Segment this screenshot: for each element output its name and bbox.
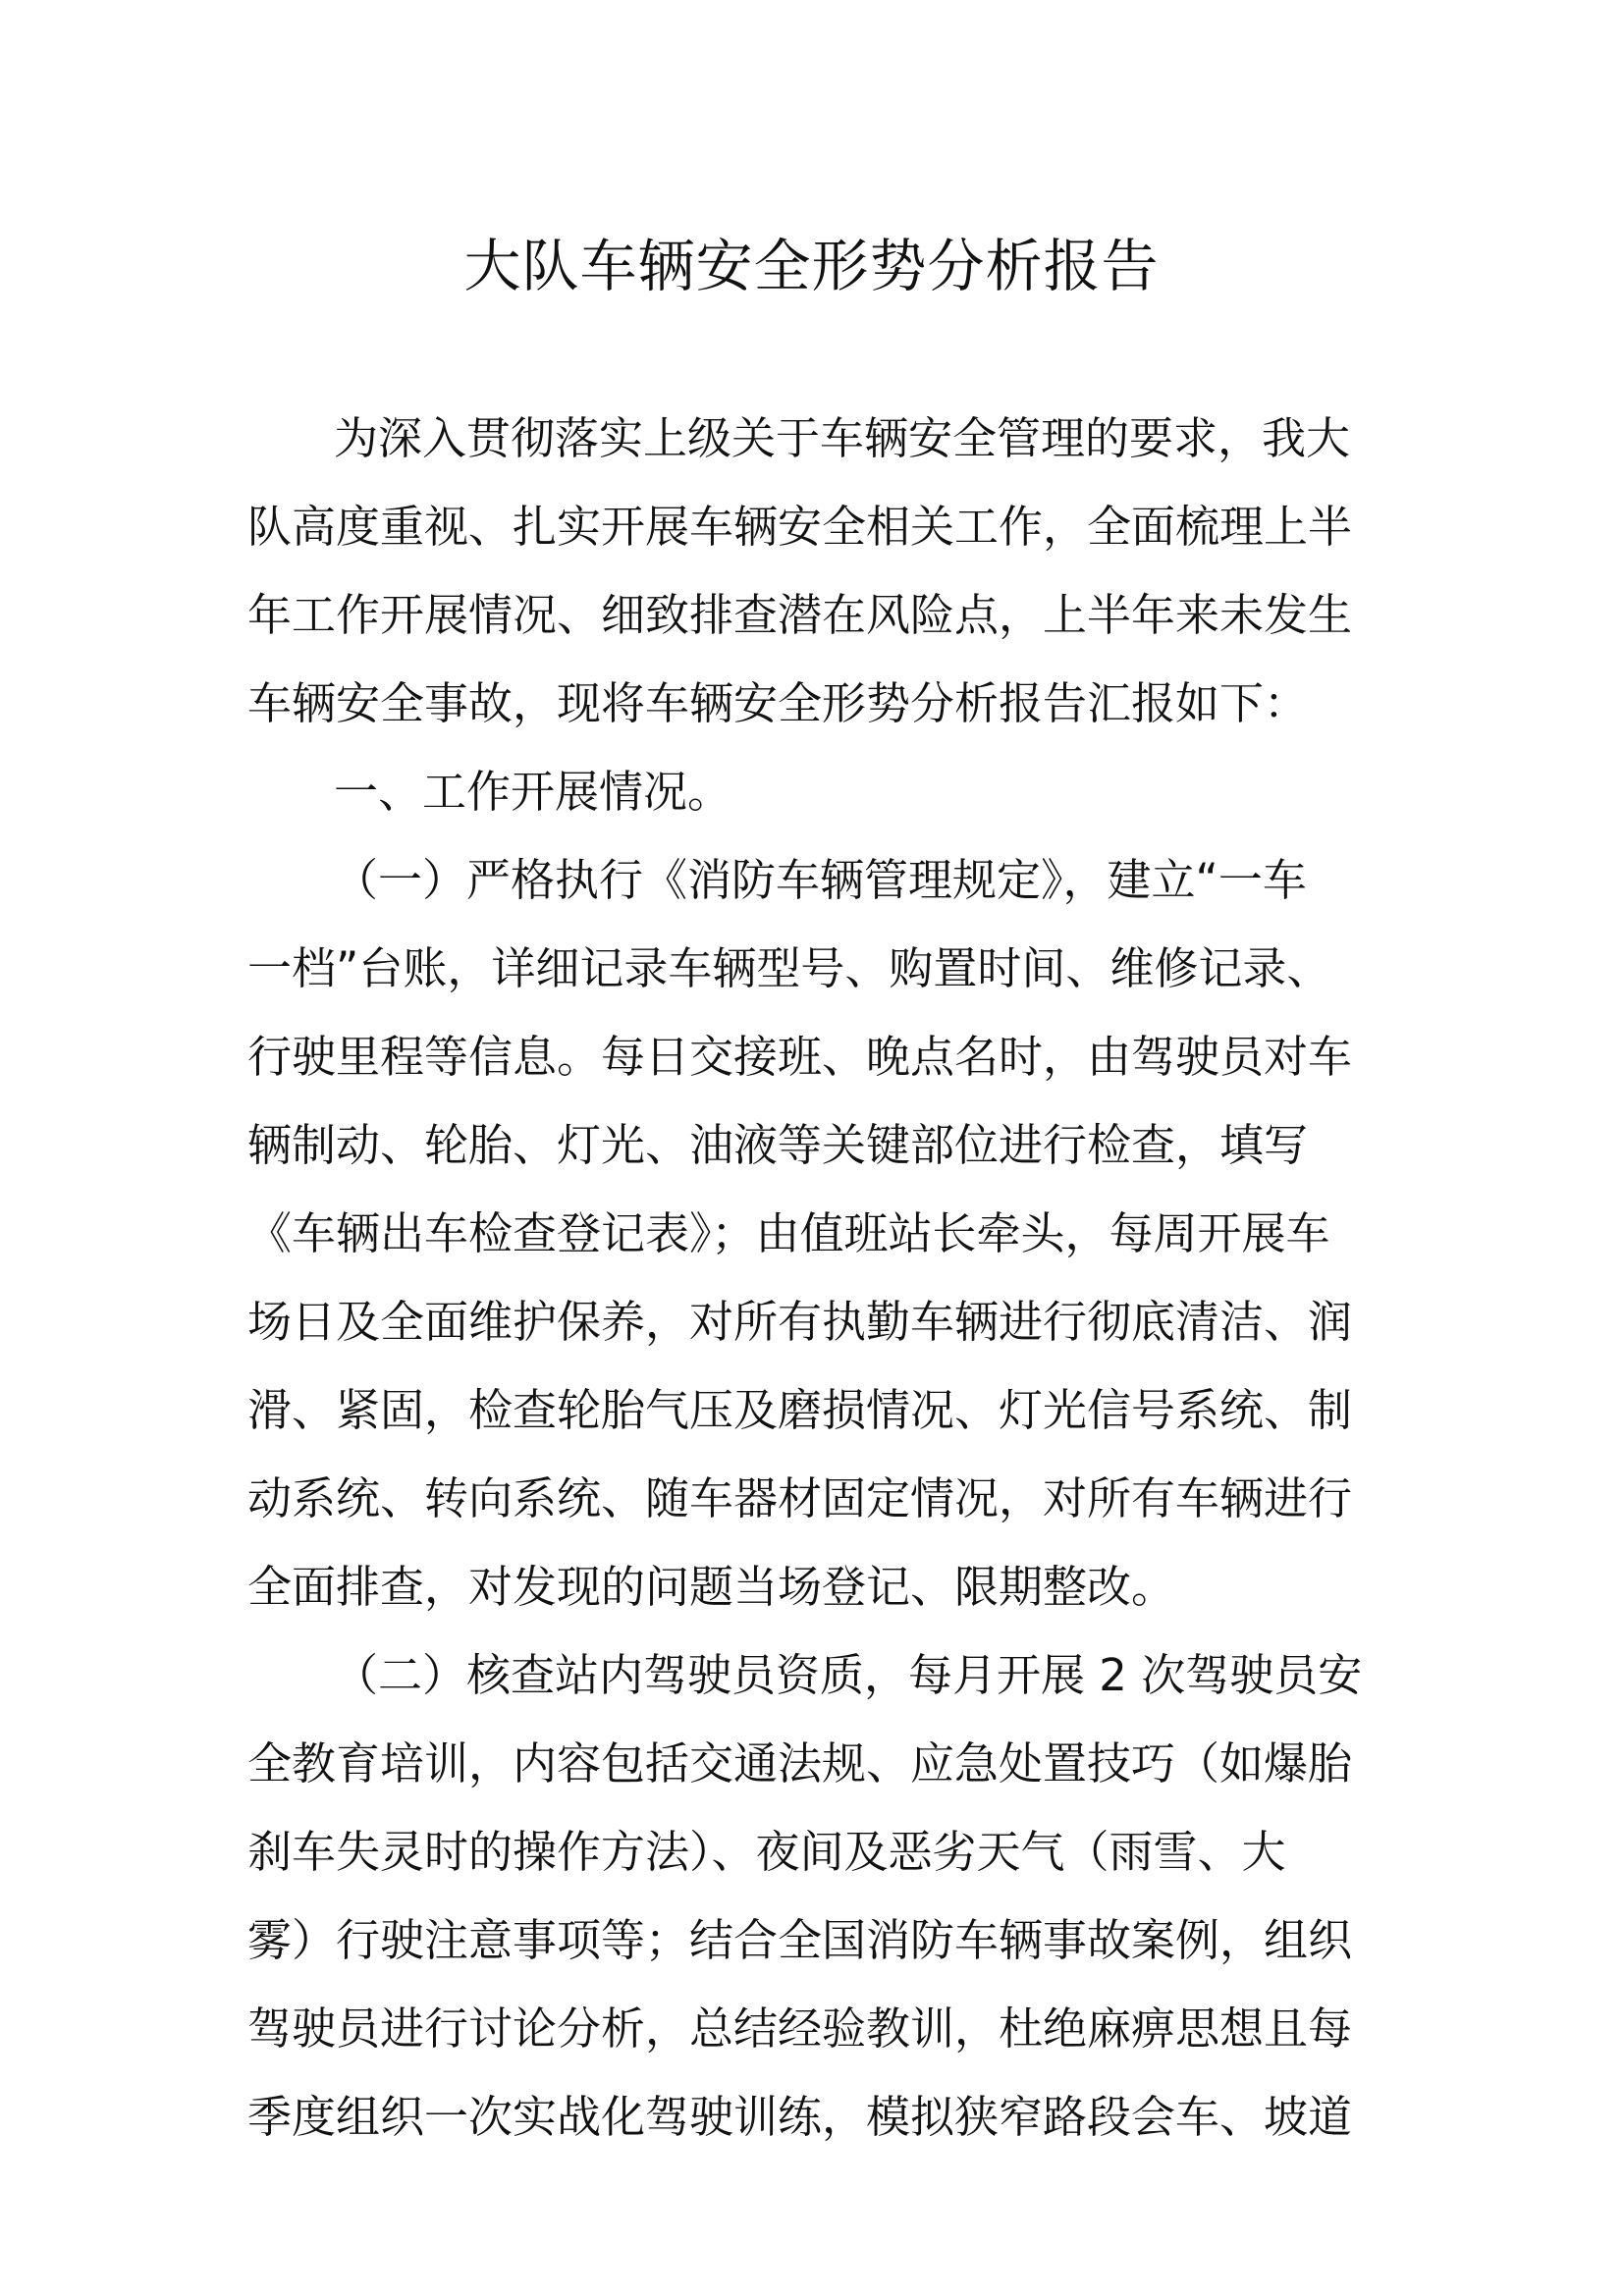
- section-heading: 一、工作开展情况。: [334, 766, 732, 818]
- text-line: 一档”台账，详细记录车辆型号、购置时间、维修记录、: [247, 942, 1331, 994]
- text-line: 为深入贯彻落实上级关于车辆安全管理的要求，我大: [334, 412, 1351, 464]
- text-line: 雾）行驶注意事项等；结合全国消防车辆事故案例，组织: [247, 1914, 1353, 1966]
- document-title: 大队车辆安全形势分析报告: [463, 233, 1160, 299]
- text-line: 全面排查，对发现的问题当场登记、限期整改。: [247, 1561, 1176, 1613]
- document-body: [247, 395, 1386, 2162]
- text-line: 车辆安全事故，现将车辆安全形势分析报告汇报如下：: [247, 677, 1309, 729]
- text-line: （一）严格执行《消防车辆管理规定》，建立“一车: [334, 854, 1307, 906]
- text-line: 动系统、转向系统、随车器材固定情况，对所有车辆进行: [247, 1472, 1353, 1524]
- text-line: 场日及全面维护保养，对所有执勤车辆进行彻底清洁、润: [247, 1296, 1353, 1348]
- text-line: 全教育培训，内容包括交通法规、应急处置技巧（如爆胎: [247, 1737, 1353, 1789]
- text-line: 行驶里程等信息。每日交接班、晚点名时，由驾驶员对车: [247, 1031, 1353, 1083]
- text-line: 驾驶员进行讨论分析，总结经验教训，杜绝麻痹思想且每: [247, 2002, 1353, 2055]
- text-line: 季度组织一次实战化驾驶训练，模拟狭窄路段会车、坡道: [247, 2091, 1353, 2143]
- text-line: 辆制动、轮胎、灯光、油液等关键部位进行检查，填写: [247, 1119, 1309, 1171]
- text-line: 队高度重视、扎实开展车辆安全相关工作，全面梳理上半: [247, 501, 1353, 553]
- text-line: 刹车失灵时的操作方法）、夜间及恶劣天气（雨雪、大: [247, 1826, 1286, 1878]
- text-line: 年工作开展情况、细致排查潜在风险点，上半年来未发生: [247, 589, 1353, 641]
- text-line: 滑、紧固，检查轮胎气压及磨损情况、灯光信号系统、制: [247, 1384, 1353, 1436]
- text-line: （二）核查站内驾驶员资质，每月开展 2 次驾驶员安: [334, 1649, 1363, 1701]
- text-line: 《车辆出车检查登记表》；由值班站长牵头，每周开展车: [247, 1207, 1330, 1259]
